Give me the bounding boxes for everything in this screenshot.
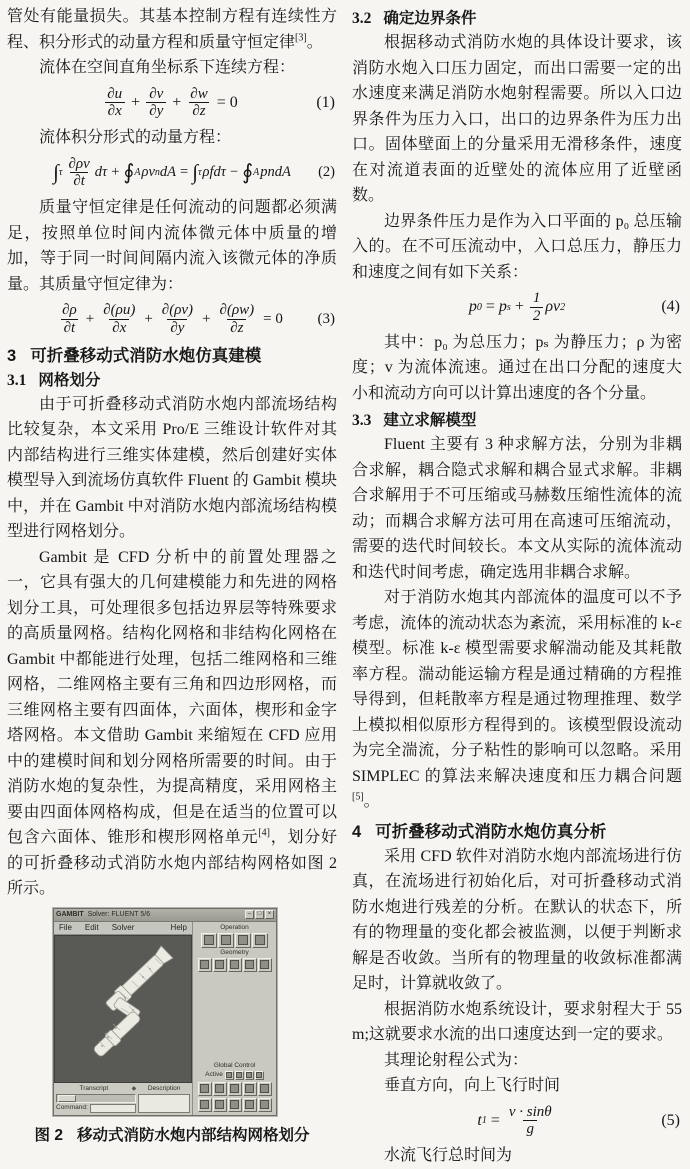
citation-ref: [5]: [352, 791, 364, 803]
global-control-tool-icon: [258, 1098, 272, 1112]
paragraph: 质量守恒定律是任何流动的问题都必须满足，按照单位时间内流体微元体中质量的增加，等于同一时间间隔内流入该微元体的净质量。其质量守恒定律为：: [7, 199, 337, 293]
transcript-scrollbar: [56, 1094, 136, 1103]
operation-buttons: [201, 933, 268, 948]
command-label: Command:: [56, 1104, 88, 1112]
equation-5: t 1 = $\frac{v \cdot \sin\theta}{g}$ (5): [477, 1103, 680, 1138]
active-viewport-icon: [255, 1071, 264, 1080]
operation-tool-icon: [252, 933, 268, 948]
gambit-window: [53, 908, 277, 1116]
active-row: [205, 1071, 264, 1080]
active-label: Active: [205, 1071, 223, 1079]
global-control-tool-icon: [213, 1082, 227, 1096]
global-control-tool-icon: [198, 1098, 212, 1112]
subsection-heading-3-3: 3.3 建立求解模型: [352, 412, 477, 430]
global-control-tool-icon: [213, 1098, 227, 1112]
global-control-label: Global Control: [213, 1061, 256, 1069]
command-input: [90, 1104, 136, 1113]
operation-tool-icon: [218, 933, 234, 948]
gambit-title: GAMBIT: [56, 911, 84, 919]
citation-ref: [4]: [258, 827, 270, 839]
paragraph: Fluent 主要有 3 种求解方法，分别为非耦合求解，耦合隐式求解和耦合显式求解。非耦合求解用于不可压缩或马赫数压缩性流体的流动；而耦合求解方法可用在高速可压缩流动，需要的迭代时间较长。本文从实际的流体流动和迭代时间考虑，确定选用非耦合求解。: [352, 436, 682, 581]
paragraph: 其中：p₀ 为总压力；pₛ 为静压力；ρ 为密度；v 为流体流速。通过在出口分配的速度大小和流动方向可以计算出速度的各个分量。: [352, 333, 682, 402]
scrollbar-thumb: [58, 1095, 76, 1102]
paragraph: 流体在空间直角坐标系下连续方程：: [39, 59, 296, 76]
paragraph: 采用 CFD 软件对消防水炮内部流场进行仿真，在流场进行初始化后，对可折叠移动式消防水炮进行残差的分析。在默认的状态下，所有的物理量的变化都会被监测，以便于判断求解是否收敛。当所有的物理量的收敛标准都满足时，计算就收敛了。: [352, 847, 682, 993]
gambit-titlebar: [54, 909, 276, 922]
active-viewport-icon: [245, 1071, 254, 1080]
paragraph: 由于可折叠移动式消防水炮内部流场结构比较复杂，本文采用 Pro/E 三维设计软件对其内部结构进行三维实体建模，然后创建好实体模型导入到流场仿真软件 Fluent 的 Gambit 模块中，并在 Gambit 中对消防水炮内部流场结构模型进行网格划分。: [7, 395, 337, 541]
menu-edit: Edit: [84, 923, 99, 933]
gambit-tool-panel: [192, 922, 276, 1115]
operation-label: Operation: [220, 923, 249, 931]
paragraph: 根据消防水炮系统设计，要求射程大于 55 m;这就要求水流的出口速度达到一定的要求。: [352, 1000, 682, 1044]
equation-number: (5): [661, 1111, 680, 1129]
active-viewport-icon: [225, 1071, 234, 1080]
global-control-tool-icon: [243, 1098, 257, 1112]
minimize-icon: –: [245, 910, 254, 919]
global-control-buttons-row2: [198, 1098, 272, 1112]
global-control-tool-icon: [228, 1082, 242, 1096]
paragraph: Gambit 是 CFD 分析中的前置处理器之一，它具有强大的几何建模能力和先进的网格划分工具，可处理很多包括边界层等特殊要求的高质量网格。结构化网格和非结构化网格在 Gambit 中都能进行处理，包括二维网格和三维网格，二维网格主要有三角和四边形网格，而三维网格主要有四面体，六面体，楔形和金字塔网格。本文借助 Gambit 来缩短在 CFD 应用中的建模时间和划分网格所需要的时间。由于消防水炮的复杂性，为提高精度，采用网格主要由四面体网格构成，但是在适当的位置可以包含六面体、锥形和楔形网格单元[4]，划分好的可折叠移动式消防水炮内部结构网格如图 2 所示。: [7, 548, 337, 898]
left-column: [7, 4, 337, 1144]
citation-ref: [3]: [295, 32, 307, 44]
subsection-heading-3-2: 3.2 确定边界条件: [352, 10, 477, 27]
transcript-label: Transcript: [79, 1084, 109, 1092]
geometry-label: Geometry: [220, 948, 249, 956]
close-icon: ×: [265, 910, 274, 919]
paragraph: 边界条件压力是作为入口平面的 p₀ 总压输入的。在不可压流动中，入口总压力，静压力和速度之间有如下关系：: [352, 212, 682, 281]
global-control-buttons-row1: [198, 1082, 272, 1096]
equation-number: (3): [317, 310, 335, 327]
equation-1: $\frac{\partial u}{\partial x}$ + $\frac{\partial v}{\partial y}$ + $\frac{\partial w}{\partial z}$ = 0 (1): [7, 86, 337, 121]
paragraph: 水流飞行总时间为: [384, 1147, 513, 1165]
mesh-model-image: [55, 936, 191, 1082]
figure-2: [7, 908, 337, 1145]
equation-3: $\frac{\partial\rho}{\partial t}$ + $\frac{\partial(\rho u)}{\partial x}$ + $\frac{\partial(\rho v)}{\partial y}$ + $\frac{\partial(\rho w)}{\partial z}$ = 0 (3): [62, 302, 335, 336]
description-box: [138, 1094, 190, 1113]
section-heading-4: 4 可折叠移动式消防水炮仿真分析: [352, 822, 607, 841]
global-control-tool-icon: [258, 1082, 272, 1096]
paragraph: 垂直方向，向上飞行时间: [384, 1077, 561, 1095]
gambit-menubar: [54, 922, 192, 935]
figure-caption: 图 2 移动式消防水炮内部结构网格划分: [34, 1126, 310, 1144]
equation-number: (1): [316, 93, 335, 111]
equation-number: (2): [318, 164, 335, 181]
global-control-tool-icon: [228, 1098, 242, 1112]
gambit-viewport: [54, 935, 192, 1083]
paragraph: 根据移动式消防水炮的具体设计要求，该消防水炮入口压力固定，而出口需要一定的出水速度来满足消防水炮射程需要。所以入口边界条件为压力入口，出口的边界条件为压力出口。固体壁面上的分量采用无滑移条件，速度在对流道表面的近壁处的流体应用了近壁函数。: [352, 34, 682, 204]
description-panel: [138, 1085, 190, 1113]
right-column: [352, 4, 682, 1165]
menu-help: Help: [170, 923, 187, 933]
maximize-icon: □: [255, 910, 264, 919]
diamond-icon: ◆: [131, 1085, 137, 1092]
section-heading-3: 3 可折叠移动式消防水炮仿真建模: [7, 346, 262, 365]
paragraph: 其理论射程公式为：: [384, 1051, 529, 1069]
equation-2: ∫ τ $\frac{\partial\rho v}{\partial t}$ dτ + ∮ A ρv n dA = ∫ τ ρfdτ − ∮ A pndA (2): [53, 155, 335, 190]
equation-4: p 0 = p s + $\frac{1}{2}$ ρv 2 (4): [468, 290, 680, 324]
paragraph: 流体积分形式的动量方程：: [39, 129, 232, 147]
active-viewport-icon: [235, 1071, 244, 1080]
paragraph: 管处有能量损失。其基本控制方程有连续性方程、积分形式的动量方程和质量守恒定律[3]。: [7, 8, 337, 51]
gambit-solver-label: Solver: FLUENT 5/6: [87, 911, 151, 919]
operation-tool-icon: [235, 933, 251, 948]
operation-tool-icon: [201, 933, 217, 948]
paragraph: 对于消防水炮其内部流体的温度可以不予考虑，流体的流动状态为紊流，采用标准的 k-ε 模型。标准 k-ε 模型需要求解湍动能及其耗散率方程。湍动能运输方程是通过精确的方程推导得到，但耗散率方程是通过物理推理、数学上模拟相似原形方程得到的。该模型假设流动为完全湍流，分子粘性的影响可以忽略。采用 SIMPLEC 的算法来解决速度和压力耦合问题[5]。: [352, 589, 682, 811]
description-label: Description: [147, 1084, 181, 1092]
subsection-heading-3-1: 3.1 网格划分: [7, 371, 101, 389]
menu-file: File: [59, 923, 72, 933]
transcript-panel: [56, 1085, 136, 1113]
equation-number: (4): [661, 298, 680, 316]
window-controls: [245, 910, 274, 919]
global-control-tool-icon: [198, 1082, 212, 1096]
menu-solver: Solver: [111, 923, 135, 933]
global-control-tool-icon: [243, 1082, 257, 1096]
